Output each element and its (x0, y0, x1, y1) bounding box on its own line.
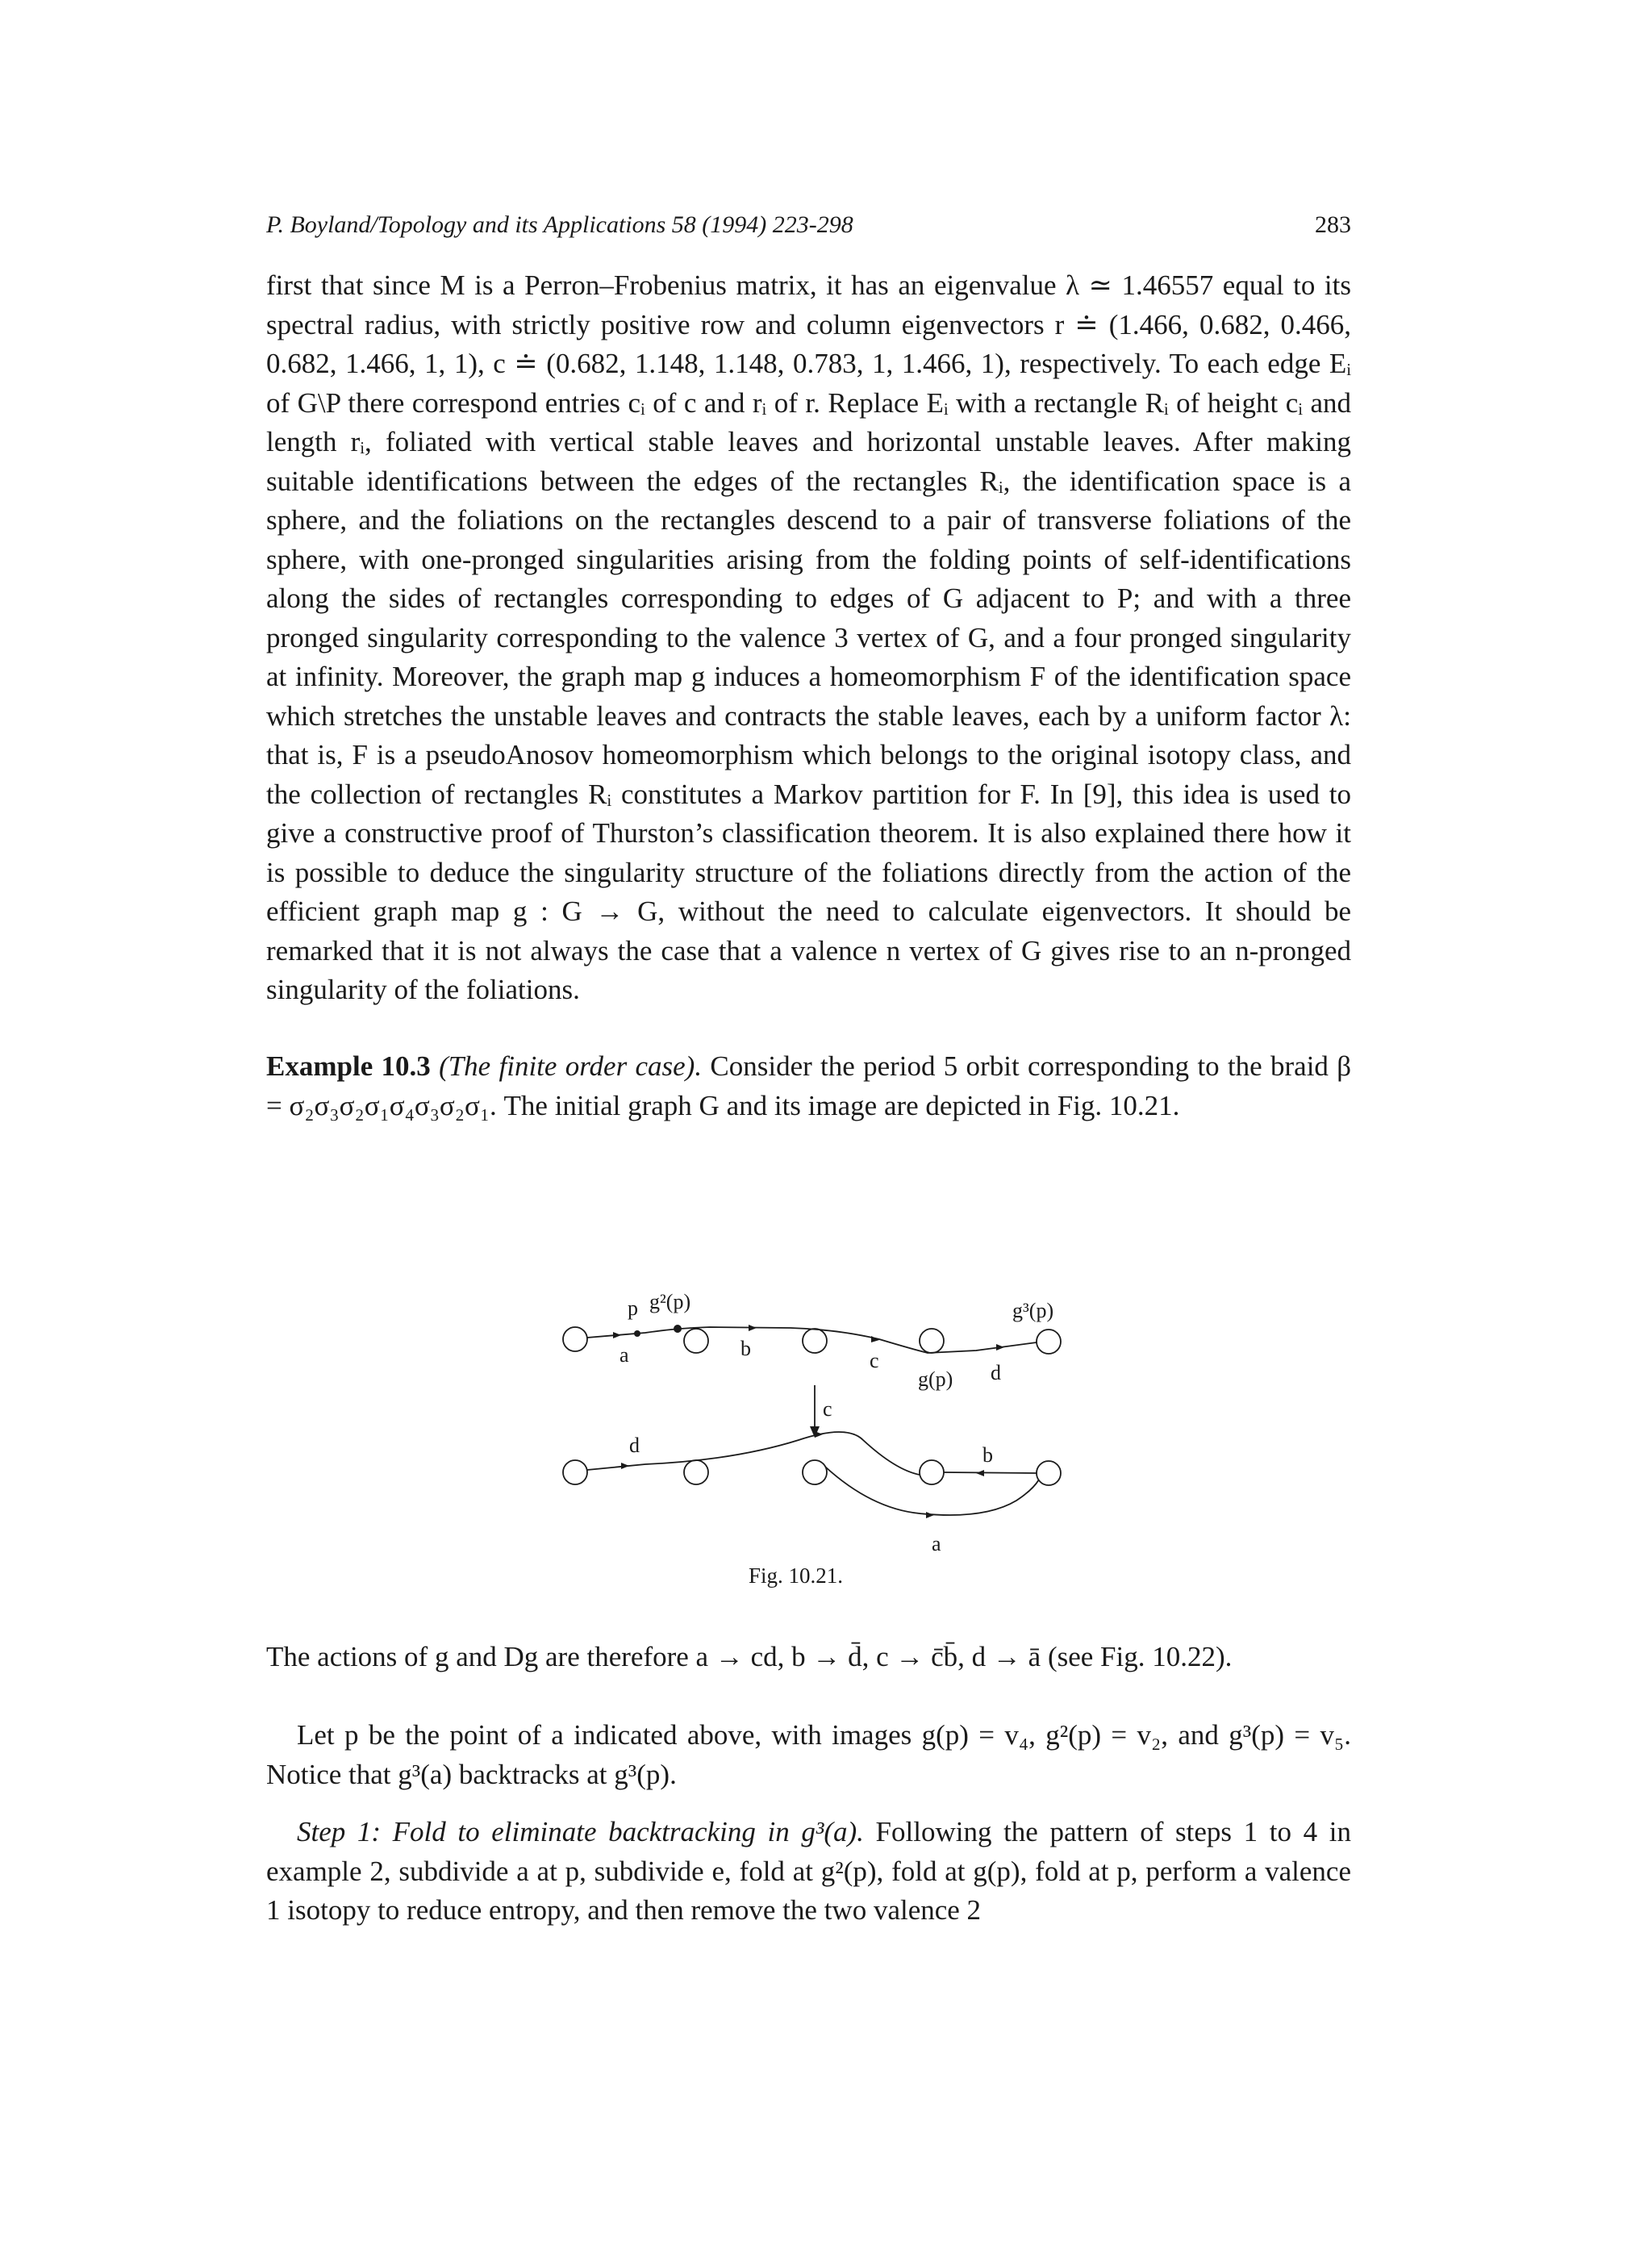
paragraph-step-1 (266, 1813, 1351, 1931)
example-title: Example 10.3 (266, 1050, 431, 1082)
label-gp: g(p) (918, 1367, 953, 1391)
paragraph-1-text: first that since M is a Perron–Frobenius matrix, it has an eigenvalue λ ≃ 1.46557 equal to its spectral radius, with strictly positive row and column eigenvectors r ≐ (1.466, 0.682, 0.466, 0.682, 1.466, 1, 1), c ≐ (0.682, 1.148, 1.148, 0.783, 1, 1.466, 1), respectively. To each edge Eᵢ of G\P there correspond entries cᵢ of c and rᵢ of r. Replace Eᵢ with a rectangle Rᵢ of height cᵢ and length rᵢ, foliated with vertical stable leaves and horizontal unstable leaves. After making suitable identifications between the edges of the rectangles Rᵢ, the identification space is a sphere, and the foliations on the rectangles descend to a pair of transverse foliations of the sphere, with one-pronged singularities arising from the folding points of self-identifications along the sides of rectangles corresponding to edges of G adjacent to P; and with a three pronged singularity corresponding to the valence 3 vertex of G, and a four pronged singularity at infinity. Moreover, the graph map g induces a homeomorphism F of the identification space which stretches the unstable leaves and contracts the stable leaves, each by a uniform factor λ: that is, F is a pseudoAnosov homeomorphism which belongs to the original isotopy class, and the collection of rectangles Rᵢ constitutes a Markov partition for F. In [9], this idea is used to give a constructive proof of Thurston’s classification theorem. It is also explained there how it is possible to deduce the singularity structure of the foliations directly from the action of the efficient graph map g : G → G, without the need to calculate eigenvectors. It should be remarked that it is not always the case that a valence n vertex of G gives rise to an n-pronged singularity of the foliations. (266, 269, 1351, 1005)
vertex-top-5 (1037, 1330, 1061, 1354)
example-text: Consider the period 5 orbit corresponding to the braid β = σ₂σ₃σ₂σ₁σ₄σ₃σ₂σ₁. The initial graph G and its image are depicted in Fig. 10.21. (266, 1050, 1352, 1121)
vertex-top-2 (684, 1329, 708, 1353)
bottom-edge-b (944, 1472, 1037, 1473)
bottom-edge-a (825, 1467, 1039, 1515)
label-g2p: g²(p) (649, 1290, 691, 1313)
arrow-a-bottom (926, 1512, 934, 1518)
example-subtitle: (The finite order case). (439, 1050, 703, 1082)
label-g3p: g³(p) (1012, 1299, 1054, 1322)
label-d-top: d (991, 1361, 1001, 1384)
example-10-3 (266, 1047, 1351, 1125)
arrow-a-top (613, 1332, 621, 1338)
label-d-bottom: d (629, 1434, 640, 1457)
label-a-bottom: a (932, 1532, 941, 1555)
vertex-top-4 (920, 1329, 944, 1353)
point-p (634, 1330, 640, 1337)
vertex-bottom-3 (803, 1460, 827, 1484)
label-a-top: a (620, 1343, 629, 1367)
paragraph-5 (266, 1813, 1351, 1931)
vertex-bottom-4 (920, 1460, 944, 1484)
graph-diagram (549, 1259, 1113, 1597)
vertex-top-3 (803, 1329, 827, 1353)
arrow-d-top (996, 1344, 1004, 1351)
label-b-bottom: b (982, 1443, 993, 1467)
step-1-heading: Step 1: Fold to eliminate backtracking in g³(a). (297, 1816, 864, 1847)
arrow-b-bottom (976, 1470, 984, 1476)
page-number: 283 (1315, 211, 1351, 238)
step-1-text: Following the pattern of steps 1 to 4 in example 2, subdivide a at p, subdivide e, fold at g²(p), fold at g(p), fold at p, perform a valence 1 isotopy to reduce entropy, and then remove the two valence 2 (266, 1816, 1352, 1926)
journal-citation: P. Boyland/Topology and its Applications 58 (1994) 223-298 (266, 211, 853, 238)
paragraph-4-text: Let p be the point of a indicated above, with images g(p) = v₄, g²(p) = v₂, and g³(p) = v₅. Notice that g³(a) backtracks at g³(p). (266, 1719, 1351, 1790)
vertex-bottom-2 (684, 1460, 708, 1484)
paragraph-3-text: The actions of g and Dg are therefore a → cd, b → d̄, c → c̄b̄, d → ā (see Fig. 10.22). (266, 1641, 1233, 1672)
label-c-top: c (870, 1349, 879, 1372)
running-header (266, 211, 1351, 239)
label-b-top: b (740, 1337, 751, 1360)
figure-10-21 (549, 1259, 1113, 1597)
label-p: p (628, 1296, 638, 1320)
arrow-b-top (749, 1325, 757, 1331)
vertex-bottom-5 (1037, 1461, 1061, 1485)
figure-caption: Fig. 10.21. (749, 1563, 844, 1588)
vertex-top-1 (563, 1327, 587, 1351)
paragraph-eigenvalue (266, 266, 1351, 1010)
example-paragraph (266, 1047, 1351, 1125)
paragraph-actions (266, 1638, 1351, 1677)
label-c-bottom: c (823, 1397, 832, 1421)
paragraph-point-p (266, 1716, 1351, 1794)
point-g2p (674, 1325, 682, 1333)
arrow-c-bottom (815, 1431, 823, 1438)
arrow-d-bottom (621, 1463, 629, 1469)
vertex-bottom-1 (563, 1460, 587, 1484)
top-edge-path (587, 1327, 1037, 1353)
